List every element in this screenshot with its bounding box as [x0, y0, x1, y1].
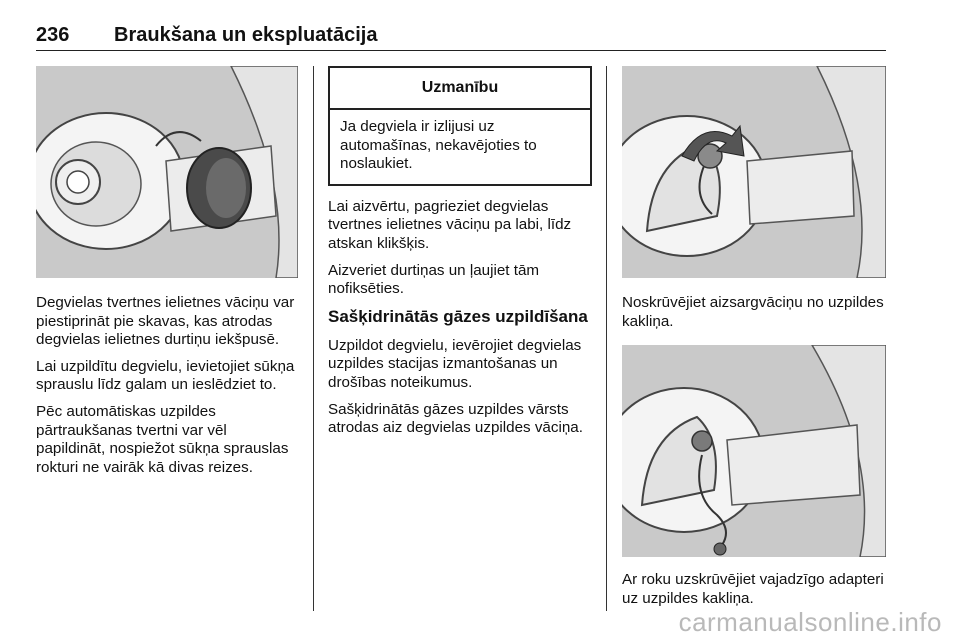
paragraph: Aizveriet durtiņas un ļaujiet tām nofiksēties. — [328, 261, 540, 298]
page-header — [36, 22, 886, 51]
figure-fuel-cap-clip — [36, 66, 298, 278]
caution-title: Uzmanību — [330, 68, 590, 110]
caution-box — [328, 66, 592, 186]
column-divider — [313, 66, 314, 611]
figure-unscrew-cap — [622, 66, 886, 278]
paragraph: Sašķidrinātās gāzes uzpildes vārsts atrodas aiz degvielas uzpildes vāciņa. — [328, 400, 583, 437]
column-right — [622, 66, 886, 616]
chapter-title: Braukšana un ekspluatācija — [114, 24, 378, 46]
paragraph: Uzpildot degvielu, ievērojiet degvielas uzpildes stacijas izmantošanas un drošības noteikumus. — [328, 336, 582, 391]
paragraph: Lai aizvērtu, pagrieziet degvielas tvertnes ielietnes vāciņu pa labi, līdz atskan klikšķis. — [328, 197, 572, 252]
caution-text: Ja degviela ir izlijusi uz automašīnas, nekavējoties to noslaukiet. — [340, 118, 537, 173]
paragraph: Pēc automātiskas uzpildes pārtraukšanas tvertni var vēl papildināt, nospiežot sūkņa sprauslas rokturi ne vairāk kā divas reizes. — [36, 402, 289, 476]
figure-adapter — [622, 345, 886, 557]
watermark: carmanualsonline.info — [678, 607, 942, 637]
section-heading: Sašķidrinātās gāzes uzpildīšana — [328, 306, 588, 326]
paragraph: Degvielas tvertnes ielietnes vāciņu var piestiprināt pie skavas, kas atrodas degvielas ielietnes durtiņu iekšpusē. — [36, 294, 295, 349]
paragraph: Lai uzpildītu degvielu, ievietojiet sūkņa sprauslu līdz galam un ieslēdziet to. — [36, 357, 295, 394]
page-number: 236 — [36, 24, 70, 46]
figure-caption: Ar roku uzskrūvējiet vajadzīgo adapteri uz uzpildes kakliņa. — [622, 571, 884, 607]
figure-caption: Noskrūvējiet aizsargvāciņu no uzpildes kakliņa. — [622, 294, 884, 330]
column-divider — [606, 66, 607, 611]
column-middle — [328, 66, 592, 446]
column-left — [36, 66, 298, 485]
